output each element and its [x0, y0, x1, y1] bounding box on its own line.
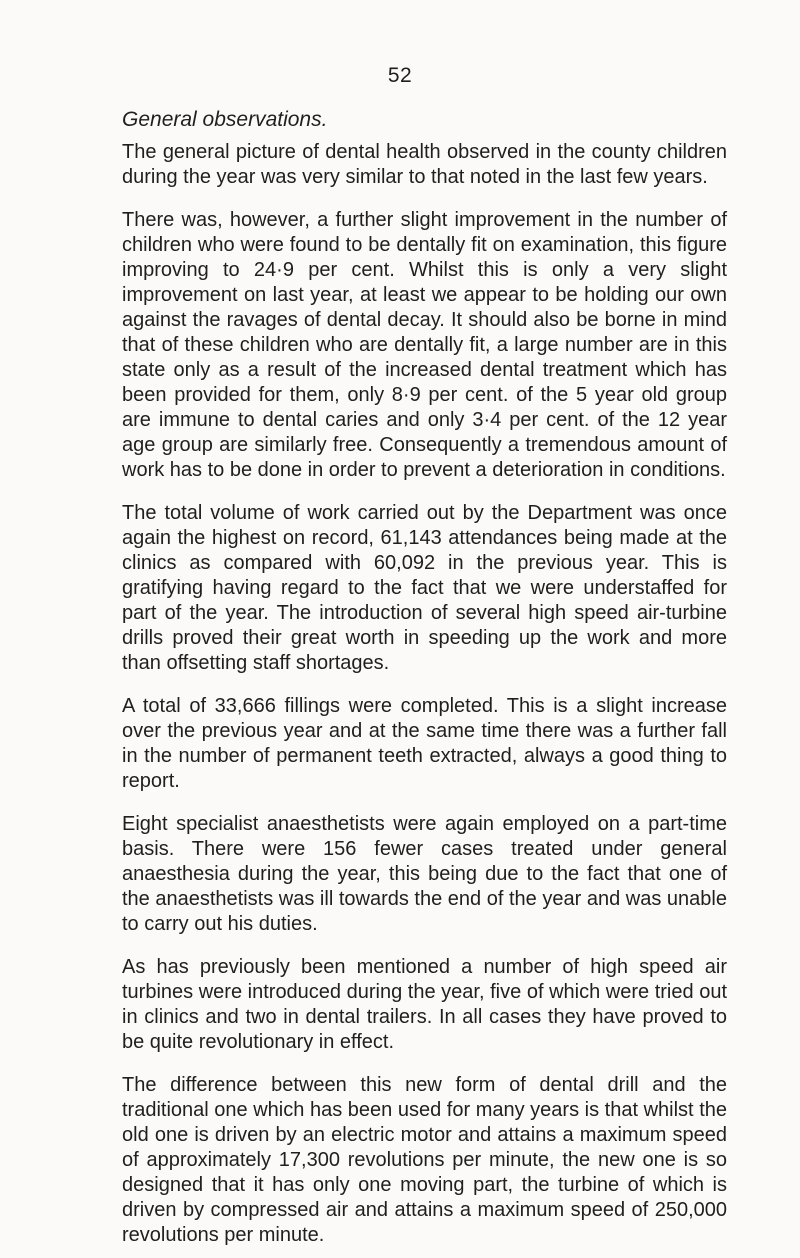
paragraph-drill-difference: The difference between this new form of dental drill and the traditional one which has been used for many years is that whilst the old one is driven by an electric motor and attains a maximum speed of approximately 17,300 revolutions per minute, the new one is so designed that it has only one moving part, the turbine of which is driven by compressed air and attains a maximum speed of 250,000 revolutions per minute.	[122, 1074, 727, 1246]
document-body	[122, 107, 727, 1248]
page-number: 52	[387, 64, 413, 87]
paragraph-dental-health-overview: The general picture of dental health observed in the county children during the year was very similar to that noted in the last few years.	[122, 141, 727, 188]
paragraph-dentally-fit-improvement: There was, however, a further slight improvement in the number of children who were found to be dentally fit on examination, this figure improving to 24·9 per cent. Whilst this is only a very slight improvement on last year, at least we appear to be holding our own against the ravages of dental decay. It should also be borne in mind that of these children who are dentally fit, a large number are in this state only as a result of the increased dental treatment which has been provided for them, only 8·9 per cent. of the 5 year old group are immune to dental caries and only 3·4 per cent. of the 12 year age group are similarly free. Consequently a tremendous amount of work has to be done in order to prevent a deterioration in conditions.	[122, 209, 727, 481]
paragraph-fillings: A total of 33,666 fillings were completed. This is a slight increase over the previous year and at the same time there was a further fall in the number of permanent teeth extracted, always a good thing to report.	[122, 695, 727, 792]
paragraph-anaesthetists: Eight specialist anaesthetists were again employed on a part-time basis. There were 156 fewer cases treated under general anaesthesia during the year, this being due to the fact that one of the anaesthetists was ill towards the end of the year and was unable to carry out his duties.	[122, 813, 727, 935]
paragraph-air-turbines: As has previously been mentioned a number of high speed air turbines were introduced during the year, five of which were tried out in clinics and two in dental trailers. In all cases they have proved to be quite revolutionary in effect.	[122, 956, 727, 1053]
section-title: General observations.	[122, 108, 328, 131]
paragraph-work-volume: The total volume of work carried out by the Department was once again the highest on record, 61,143 attendances being made at the clinics as compared with 60,092 in the previous year. This is gratifying having regard to the fact that we were understaffed for part of the year. The introduction of several high speed air-turbine drills proved their great worth in speeding up the work and more than offsetting staff shortages.	[122, 502, 727, 674]
